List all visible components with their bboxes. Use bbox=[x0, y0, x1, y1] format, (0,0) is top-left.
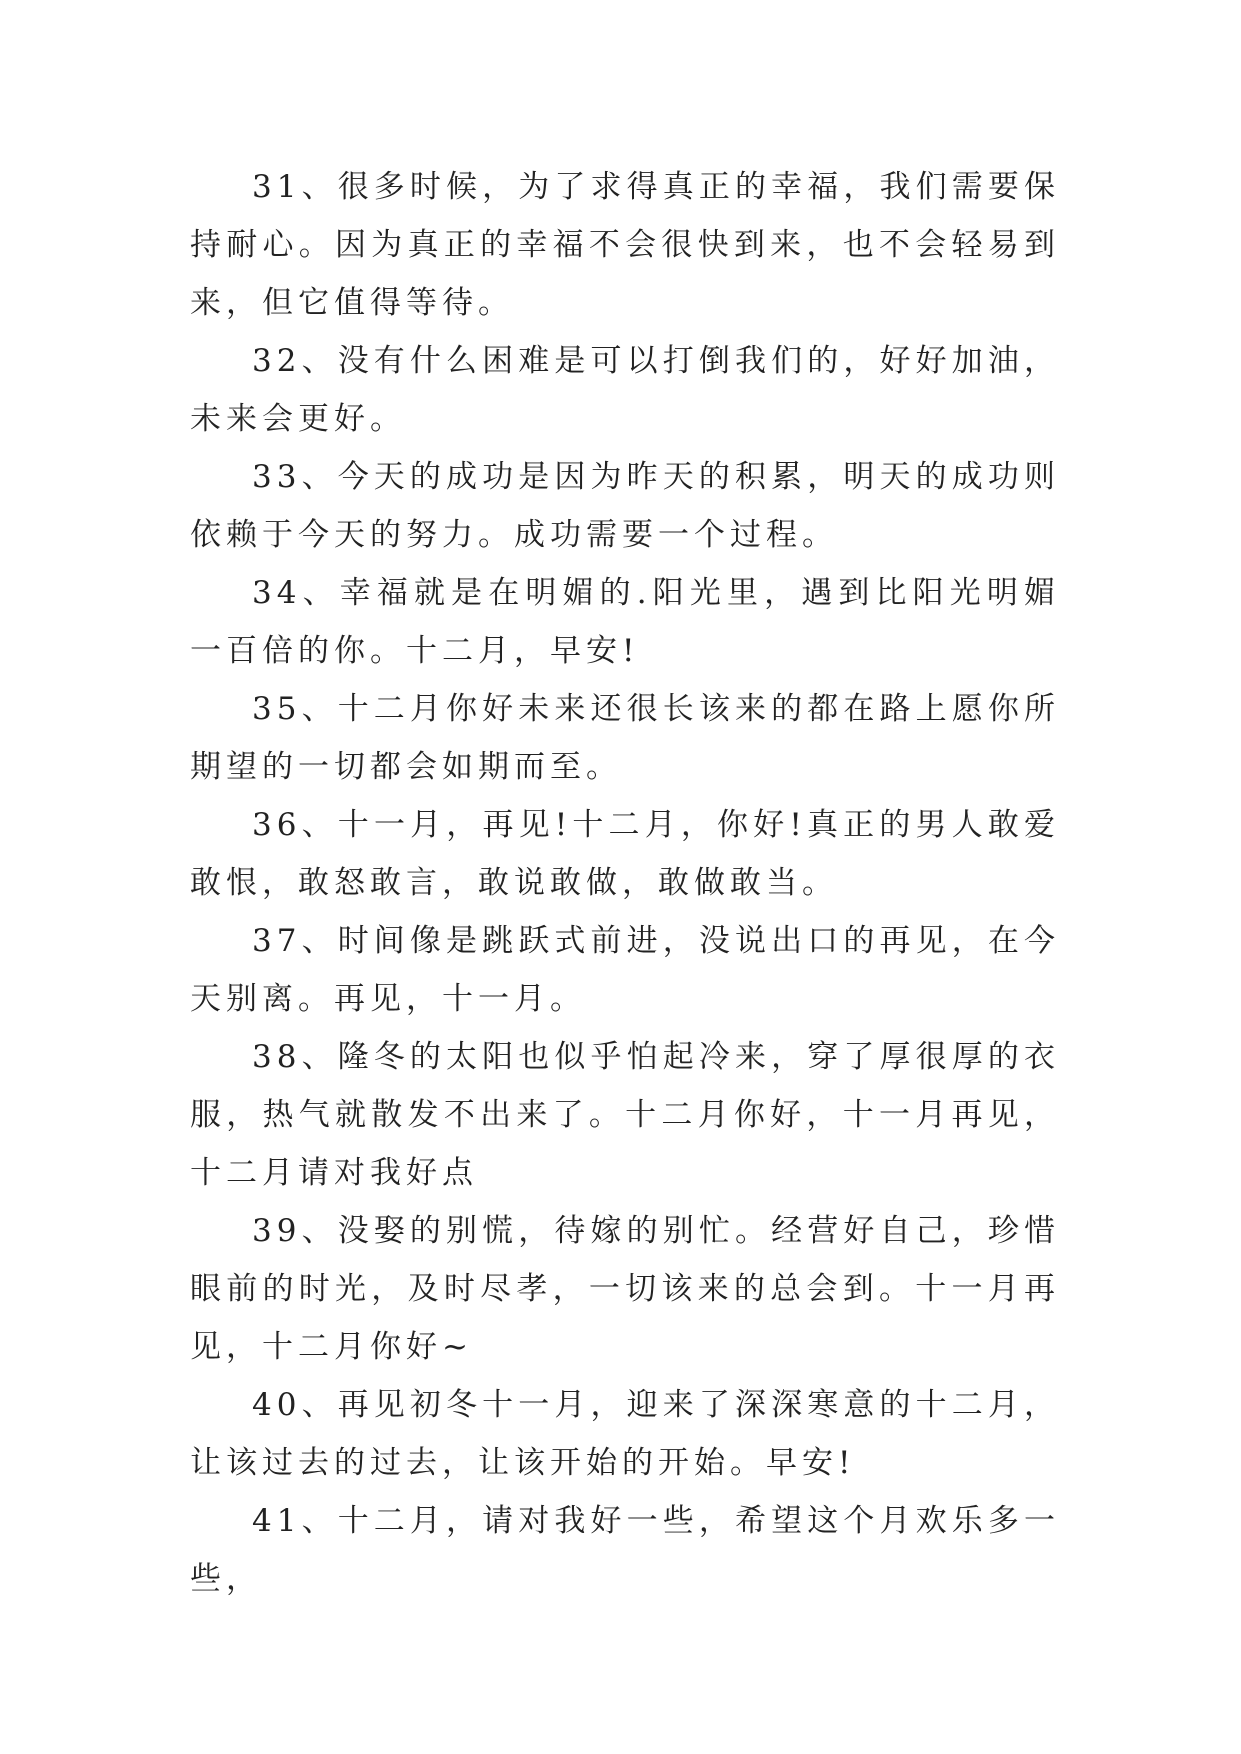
paragraph-38: 38、隆冬的太阳也似乎怕起冷来，穿了厚很厚的衣服，热气就散发不出来了。十二月你好，十一月再见，十二月请对我好点 bbox=[190, 1039, 1060, 1191]
paragraph-34: 34、幸福就是在明媚的.阳光里，遇到比阳光明媚一百倍的你。十二月，早安! bbox=[190, 575, 1060, 669]
paragraph-40: 40、再见初冬十一月，迎来了深深寒意的十二月，让该过去的过去，让该开始的开始。早安! bbox=[190, 1387, 1060, 1481]
paragraph-39: 39、没娶的别慌，待嫁的别忙。经营好自己，珍惜眼前的时光，及时尽孝，一切该来的总会到。十一月再见，十二月你好~ bbox=[190, 1213, 1060, 1365]
paragraph-41: 41、十二月，请对我好一些，希望这个月欢乐多一些， bbox=[190, 1503, 1060, 1597]
paragraph-33: 33、今天的成功是因为昨天的积累，明天的成功则依赖于今天的努力。成功需要一个过程。 bbox=[190, 459, 1060, 553]
paragraph-37: 37、时间像是跳跃式前进，没说出口的再见，在今天别离。再见，十一月。 bbox=[190, 923, 1060, 1017]
paragraph-36: 36、十一月，再见!十二月，你好!真正的男人敢爱敢恨，敢怒敢言，敢说敢做，敢做敢当。 bbox=[190, 807, 1060, 901]
paragraph-35: 35、十二月你好未来还很长该来的都在路上愿你所期望的一切都会如期而至。 bbox=[190, 691, 1060, 785]
paragraph-32: 32、没有什么困难是可以打倒我们的，好好加油，未来会更好。 bbox=[190, 343, 1060, 437]
paragraph-31: 31、很多时候，为了求得真正的幸福，我们需要保持耐心。因为真正的幸福不会很快到来，也不会轻易到来，但它值得等待。 bbox=[190, 169, 1060, 321]
document-body bbox=[190, 158, 1060, 1608]
